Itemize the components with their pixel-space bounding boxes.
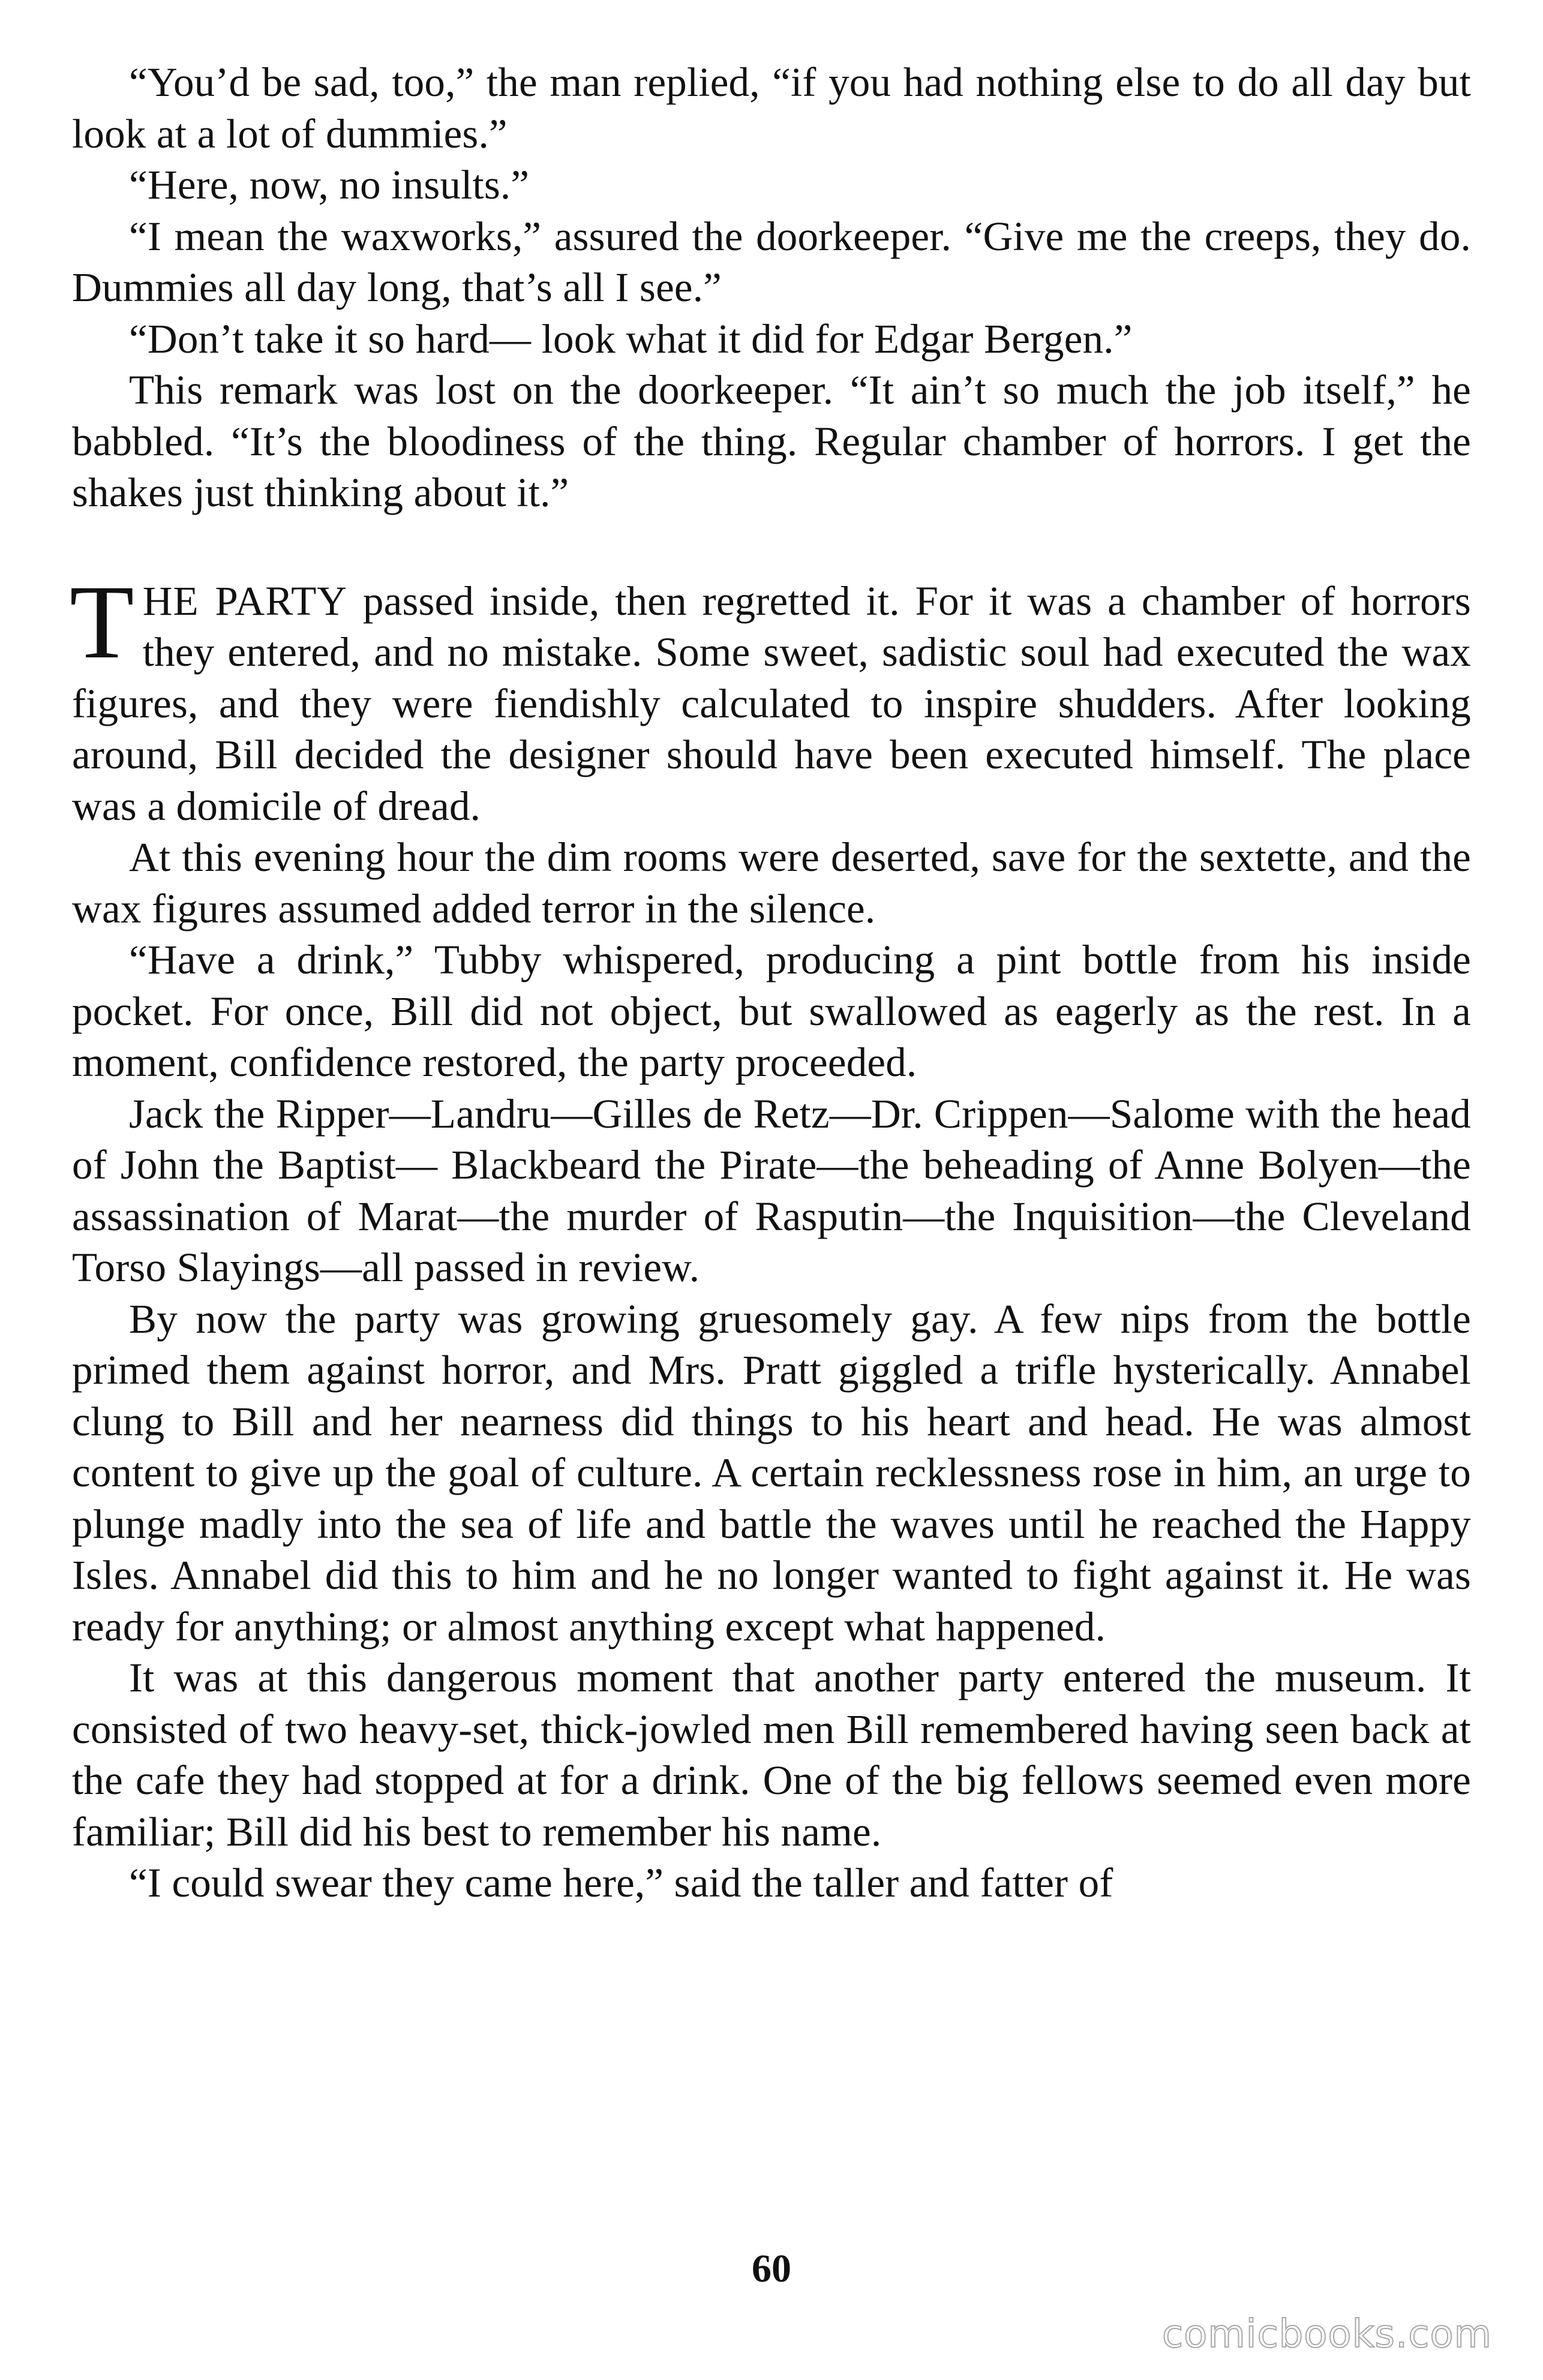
paragraph-text: passed inside, then regretted it. For it was a chamber of horrors they entered, and no mistake. Some sweet, sadistic soul had executed the wax figures, and they were fiendishly calculated to inspire shudders. After looking around, Bill decided the designer should have been executed himself. The place was a domicile of dread.: [72, 578, 1471, 829]
section-break: [72, 519, 1471, 576]
paragraph: Jack the Ripper—Landru—Gilles de Retz—Dr. Crippen—Salome with the head of John the Baptist— Blackbeard the Pirate—the beheading of Anne Bolyen—the assassination of Marat—the murder of Rasputin—the Inquisition—the Cleveland Torso Slayings—all passed in review.: [72, 1090, 1471, 1290]
drop-cap: T: [70, 563, 134, 681]
paragraph: “Don’t take it so hard— look what it did for Edgar Bergen.”: [129, 315, 1133, 362]
paragraph: “Here, now, no insults.”: [129, 162, 530, 208]
paragraph: At this evening hour the dim rooms were deserted, save for the sextette, and the wax figures assumed added terror in the silence.: [72, 834, 1471, 931]
paragraph: “I mean the waxworks,” assured the doorkeeper. “Give me the creeps, they do. Dummies all day long, that’s all I see.”: [72, 213, 1471, 310]
paragraph: “You’d be sad, too,” the man replied, “if you had nothing else to do all day but look at a lot of dummies.”: [72, 59, 1471, 157]
paragraph: By now the party was growing gruesomely gay. A few nips from the bottle primed them against horror, and Mrs. Pratt giggled a trifle hysterically. Annabel clung to Bill and her nearness did things to his heart and head. He was almost content to give up the goal of culture. A certain recklessness rose in him, an urge to plunge madly into the sea of life and battle the waves until he reached the Happy Isles. Annabel did this to him and he no longer wanted to fight against it. He was ready for anything; or almost anything except what happened.: [72, 1296, 1471, 1649]
paragraph: This remark was lost on the doorkeeper. “It ain’t so much the job itself,” he babbled. “It’s the bloodiness of the thing. Regular chamber of horrors. I get the shakes just thinking about it.”: [72, 367, 1471, 515]
paragraph: It was at this dangerous moment that another party entered the museum. It consisted of two heavy-set, thick-jowled men Bill remembered having seen back at the cafe they had stopped at for a drink. One of the big fellows seemed even more familiar; Bill did his best to remember his name.: [72, 1655, 1471, 1855]
paragraph: “Have a drink,” Tubby whispered, producing a pint bottle from his inside pocket. For once, Bill did not object, but swallowed as eagerly as the rest. In a moment, confidence restored, the party proceeded.: [72, 937, 1471, 1085]
section-opening-paragraph: [70, 563, 1471, 833]
watermark-logo: comicbooks.com: [1161, 2312, 1492, 2357]
paragraph: “I could swear they came here,” said the taller and fatter of: [129, 1860, 1113, 1906]
book-page: [72, 57, 1471, 2216]
page-number: 60: [752, 2247, 791, 2291]
lead-in-text: HE PARTY: [142, 578, 348, 624]
